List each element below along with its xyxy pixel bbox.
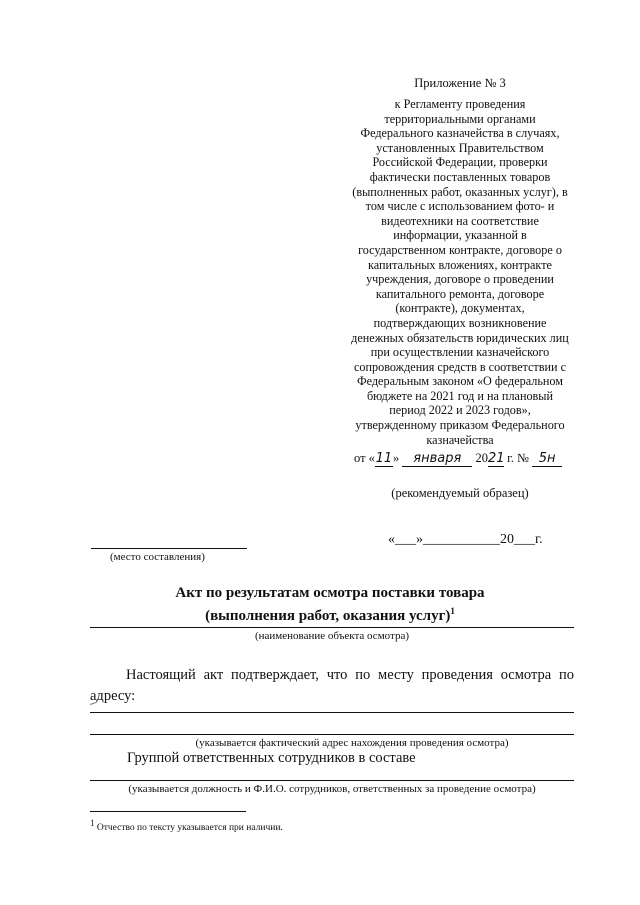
appendix-body <box>336 97 584 447</box>
act-title-line2: (выполнения работ, оказания услуг) <box>205 608 451 624</box>
address-line-1 <box>90 712 574 713</box>
act-date-template: «___»___________20___г. <box>388 532 543 547</box>
footnote-text: Отчество по тексту указывается при наличии. <box>94 823 283 834</box>
appendix-line: видеотехники на соответствие <box>381 213 539 228</box>
appendix-line: (контракте), документах, <box>395 301 525 316</box>
order-year: 21 <box>487 451 505 466</box>
object-name-line <box>90 627 574 628</box>
appendix-line: территориальными органами <box>384 111 536 126</box>
appendix-line: капитальных вложениях, контракте <box>368 257 552 272</box>
appendix-line: информации, указанной в <box>393 228 527 243</box>
object-caption: (наименование объекта осмотра) <box>254 630 409 642</box>
order-date-row <box>354 451 562 467</box>
appendix-title: Приложение № 3 <box>414 76 506 90</box>
act-title <box>90 584 570 625</box>
act-paragraph: Настоящий акт подтверждает, что по месту проведения осмотра по адресу: <box>90 667 574 704</box>
appendix-line: денежных обязательств юридических лиц <box>351 330 569 345</box>
act-title-line1: Акт по результатам осмотра поставки товара <box>175 585 485 601</box>
order-month: января <box>402 451 472 467</box>
appendix-line: сопровождения средств в соответствии с <box>353 359 566 374</box>
order-day: 11 <box>375 451 393 466</box>
appendix-line: капитального ремонта, договоре <box>375 286 545 301</box>
appendix-line: утвержденному приказом Федерального <box>355 418 565 433</box>
appendix-line: период 2022 и 2023 годов», <box>389 403 531 418</box>
appendix-line: (выполненных работ, оказанных услуг), в <box>352 184 568 199</box>
staff-caption: (указывается должность и Ф.И.О. сотрудников, ответственных за проведение осмотра) <box>128 783 536 795</box>
recommended-sample-note: (рекомендуемый образец) <box>391 486 529 500</box>
appendix-line: казначейства <box>426 432 494 447</box>
place-label: (место составления) <box>110 551 205 563</box>
order-year-prefix: 20 <box>475 451 488 465</box>
appendix-line: подтверждающих возникновение <box>373 315 547 330</box>
order-prefix: от « <box>354 451 375 465</box>
staff-line <box>90 780 574 781</box>
order-mid: » <box>392 451 400 465</box>
footnote <box>90 818 283 833</box>
order-year-suffix: г. № <box>503 451 529 465</box>
footnote-separator <box>90 811 246 812</box>
appendix-line: государственном контракте, договоре о <box>358 242 562 257</box>
appendix-line: при осуществлении казначейского <box>370 345 550 360</box>
appendix-line: том числе с использованием фото- и <box>365 199 555 214</box>
appendix-line: бюджете на 2021 год и на плановый <box>366 388 554 403</box>
appendix-line: Федерального казначейства в случаях, <box>360 126 560 141</box>
appendix-line: Российской Федерации, проверки <box>372 155 548 170</box>
address-line-2 <box>90 734 574 735</box>
appendix-line: к Регламенту проведения <box>394 97 526 111</box>
appendix-line: Федеральным законом «О федеральном <box>356 374 563 389</box>
order-number: 5н <box>532 451 562 467</box>
footnote-mark: 1 <box>90 818 95 828</box>
footnote-ref: 1 <box>450 606 455 616</box>
place-signature-line <box>91 548 247 549</box>
appendix-line: учреждения, договоре о проведении <box>366 272 554 287</box>
appendix-line: фактически поставленных товаров <box>369 169 551 184</box>
address-caption: (указывается фактический адрес нахождения проведения осмотра) <box>195 737 509 749</box>
group-text: Группой ответственных сотрудников в составе <box>127 750 416 766</box>
appendix-line: установленных Правительством <box>376 140 544 155</box>
